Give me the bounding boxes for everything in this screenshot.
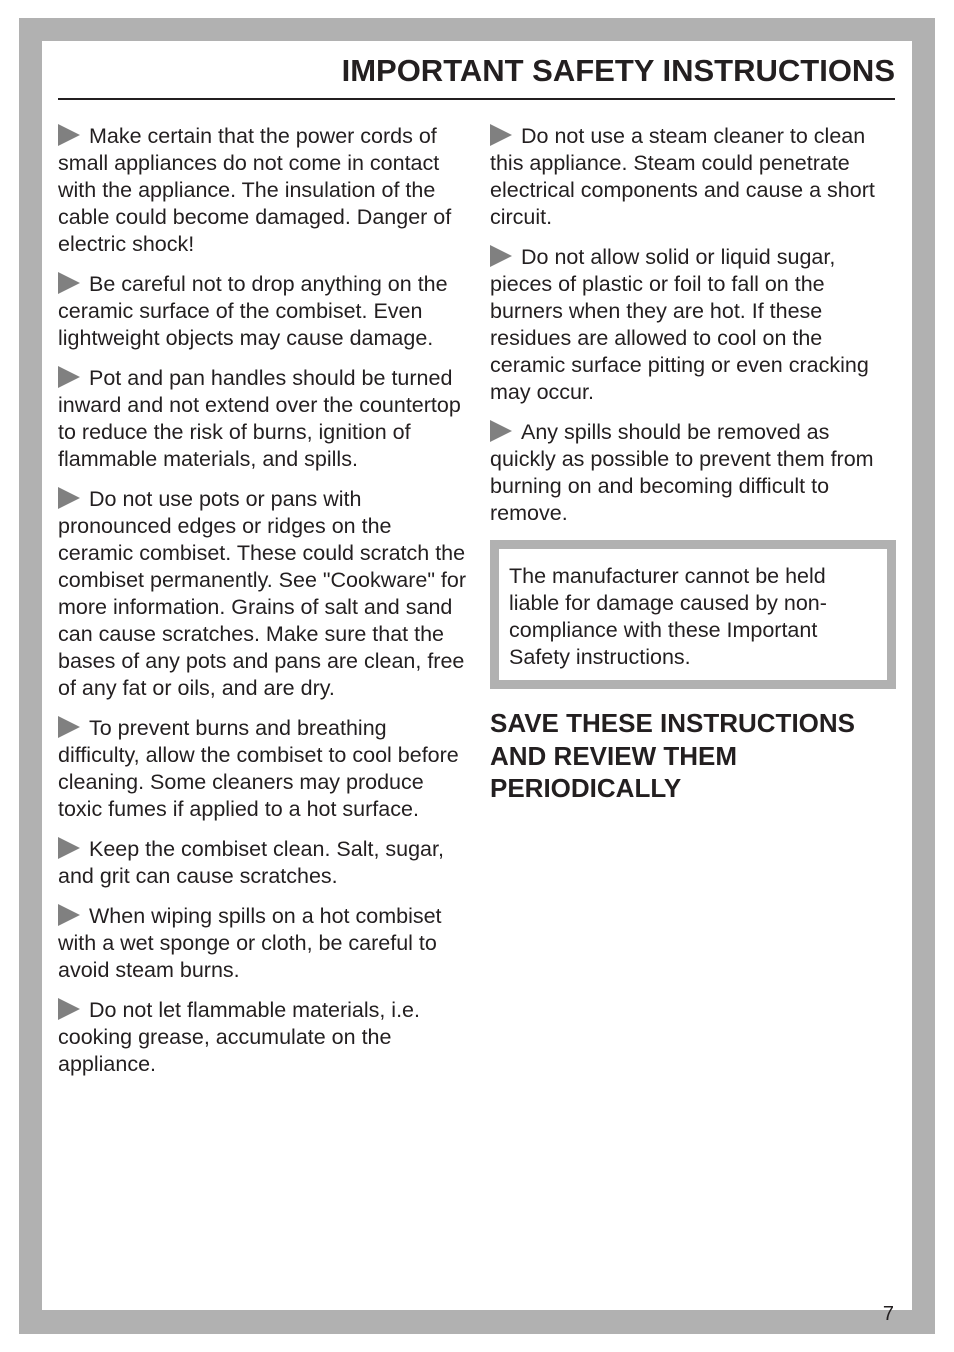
triangle-arrow-right-icon — [490, 245, 512, 267]
triangle-arrow-right-icon — [58, 904, 80, 926]
safety-item-text: Any spills should be removed as quickly as possible to prevent them from burning on and becoming difficult to remove. — [490, 420, 874, 525]
safety-item — [58, 997, 468, 1078]
triangle-arrow-right-icon — [58, 272, 80, 294]
triangle-arrow-right-icon — [490, 420, 512, 442]
safety-item — [490, 419, 898, 527]
triangle-arrow-right-icon — [58, 366, 80, 388]
safety-item-text: Keep the combiset clean. Salt, sugar, and grit can cause scratches. — [58, 837, 444, 888]
safety-item — [58, 123, 468, 258]
right-column — [490, 123, 898, 805]
safety-item-text: Do not use a steam cleaner to clean this appliance. Steam could penetrate electrical components and cause a short circuit. — [490, 124, 875, 229]
triangle-arrow-right-icon — [490, 124, 512, 146]
safety-item — [58, 486, 468, 702]
safety-item-text: To prevent burns and breathing difficulty, allow the combiset to cool before cleaning. Some cleaners may produce toxic fumes if applied to a hot surface. — [58, 716, 459, 821]
safety-item — [58, 365, 468, 473]
safety-item — [58, 271, 468, 352]
safety-item — [490, 244, 898, 406]
safety-item-text: When wiping spills on a hot combiset with a wet sponge or cloth, be careful to avoid steam burns. — [58, 904, 442, 982]
save-instructions-heading: SAVE THESE INSTRUCTIONS AND REVIEW THEM PERIODICALLY — [490, 708, 856, 803]
safety-item — [58, 903, 468, 984]
safety-item — [58, 836, 468, 890]
left-column — [58, 123, 468, 1091]
liability-notice-box — [490, 540, 896, 689]
liability-notice-text: The manufacturer cannot be held liable for damage caused by non-compliance with these Important Safety instructions. — [509, 564, 827, 669]
triangle-arrow-right-icon — [58, 998, 80, 1020]
safety-item — [490, 123, 898, 231]
safety-item-text: Do not use pots or pans with pronounced edges or ridges on the ceramic combiset. These could scratch the combiset permanently. See "Cookware" for more information. Grains of salt and sand can cause scratches. Make sure that the bases of any pots and pans are clean, free of any fat or oils, and are dry. — [58, 487, 467, 700]
page-number: 7 — [882, 1303, 894, 1325]
title-rule — [58, 98, 895, 100]
triangle-arrow-right-icon — [58, 716, 80, 738]
safety-item-text: Be careful not to drop anything on the ceramic surface of the combiset. Even lightweight objects may cause damage. — [58, 272, 448, 350]
safety-item-text: Do not let flammable materials, i.e. cooking grease, accumulate on the appliance. — [58, 998, 420, 1076]
triangle-arrow-right-icon — [58, 487, 80, 509]
safety-item-text: Make certain that the power cords of small appliances do not come in contact with the appliance. The insulation of the cable could become damaged. Danger of electric shock! — [58, 124, 452, 256]
triangle-arrow-right-icon — [58, 124, 80, 146]
safety-item-text: Do not allow solid or liquid sugar, pieces of plastic or foil to fall on the burners when they are hot. If these residues are allowed to cool on the ceramic surface pitting or even cracking may occur. — [490, 245, 869, 404]
triangle-arrow-right-icon — [58, 837, 80, 859]
safety-item — [58, 715, 468, 823]
safety-item-text: Pot and pan handles should be turned inward and not extend over the countertop to reduce the risk of burns, ignition of flammable materials, and spills. — [58, 366, 461, 471]
page-title: IMPORTANT SAFETY INSTRUCTIONS — [341, 53, 895, 88]
